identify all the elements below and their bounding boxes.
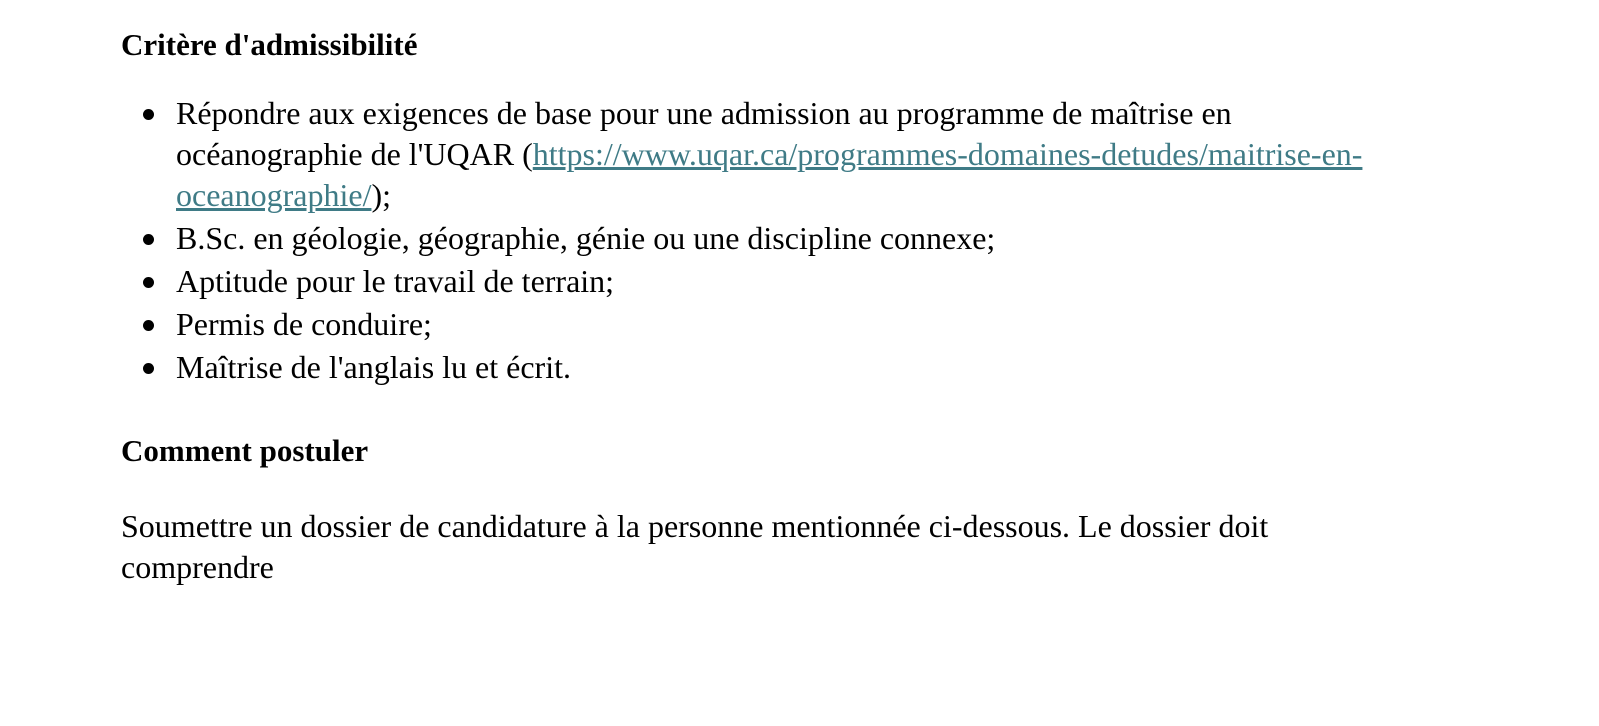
bullet-icon <box>143 363 154 374</box>
list-item <box>176 261 1421 302</box>
application-paragraph: Soumettre un dossier de candidature à la personne mentionnée ci-dessous. Le dossier doit comprendre <box>121 508 1269 585</box>
bullet-icon <box>143 277 154 288</box>
bullet-icon <box>143 234 154 245</box>
list-item-text: Répondre aux exigences de base pour une admission au programme de maîtrise en océanographie de l'UQAR ( <box>176 95 1232 172</box>
list-item-text: Permis de conduire; <box>176 306 432 342</box>
list-item-text: ); <box>371 177 391 213</box>
list-item <box>176 218 1421 259</box>
main-content <box>121 0 1421 588</box>
list-item-text: Aptitude pour le travail de terrain; <box>176 263 615 299</box>
bullet-icon <box>143 109 154 120</box>
eligibility-list <box>121 93 1421 388</box>
list-item-text: B.Sc. en géologie, géographie, génie ou une discipline connexe; <box>176 220 996 256</box>
list-item <box>176 347 1421 388</box>
list-item <box>176 93 1421 216</box>
list-item-text: Maîtrise de l'anglais lu et écrit. <box>176 349 571 385</box>
section-heading-how-to-apply: Comment postuler <box>121 433 369 468</box>
list-item <box>176 304 1421 345</box>
bullet-icon <box>143 320 154 331</box>
section-heading-eligibility: Critère d'admissibilité <box>121 27 418 62</box>
uqar-program-link[interactable]: https://www.uqar.ca/programmes-domaines-detudes/maitrise-en-oceanographie/ <box>176 136 1363 213</box>
